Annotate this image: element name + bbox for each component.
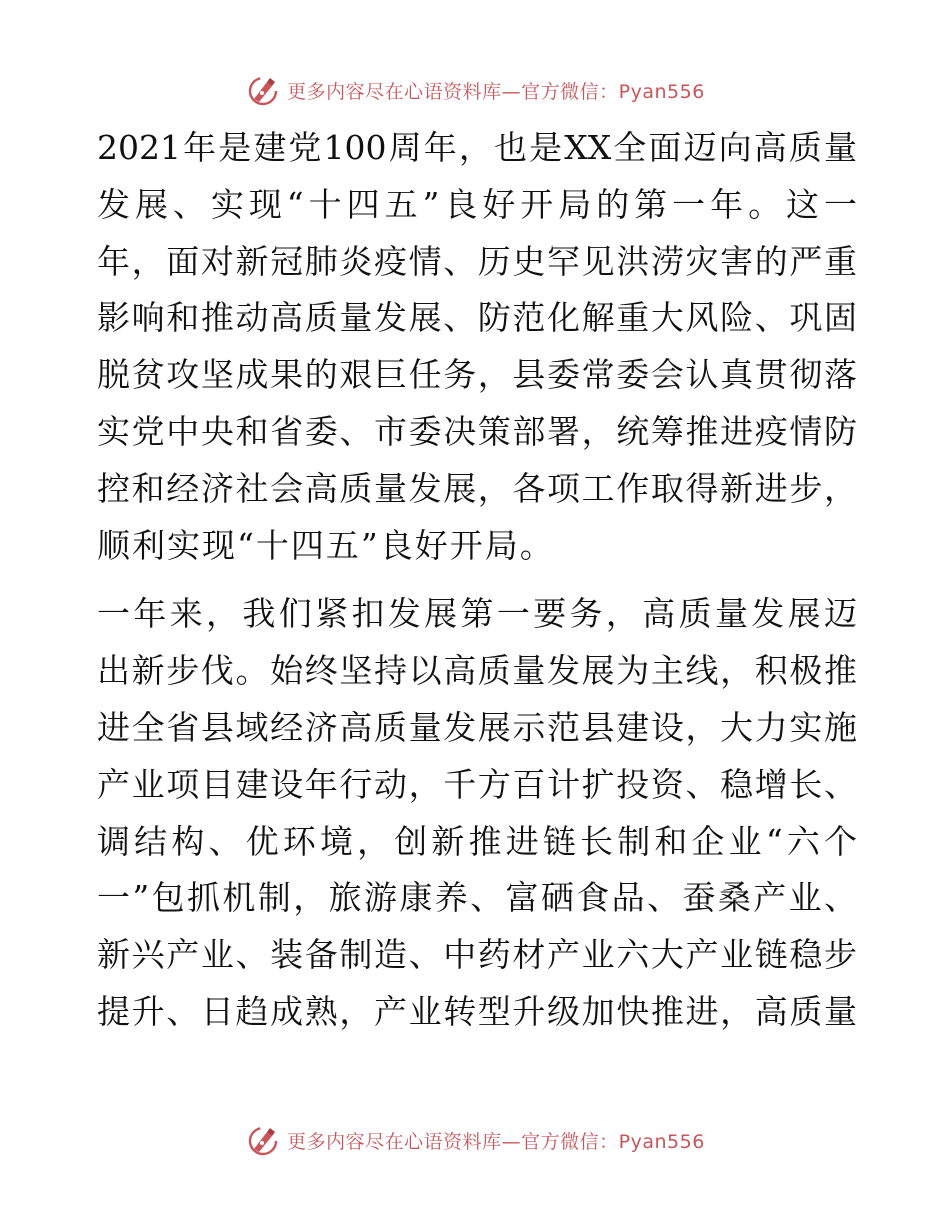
text-line: 影响和推动高质量发展、防范化解重大风险、巩固 bbox=[97, 298, 857, 338]
text-line: 产业项目建设年行动，千方百计扩投资、稳增长、 bbox=[97, 764, 857, 804]
watermark-text: 更多内容尽在心语资料库—官方微信：Pyan556 bbox=[287, 1130, 705, 1153]
text-line: 控和经济社会高质量发展，各项工作取得新进步， bbox=[97, 468, 857, 508]
text-line: 脱贫攻坚成果的艰巨任务，县委常委会认真贯彻落 bbox=[97, 355, 857, 395]
pen-nib-swirl-icon bbox=[245, 1122, 281, 1158]
text-line: 进全省县域经济高质量发展示范县建设，大力实施 bbox=[97, 707, 857, 747]
paragraph-1 bbox=[97, 120, 857, 574]
header-watermark-banner bbox=[0, 70, 950, 110]
text-line: 出新步伐。始终坚持以高质量发展为主线，积极推 bbox=[97, 651, 857, 691]
text-line: 实党中央和省委、市委决策部署，统筹推进疫情防 bbox=[97, 411, 857, 451]
document-body bbox=[97, 120, 857, 1053]
watermark-text: 更多内容尽在心语资料库—官方微信：Pyan556 bbox=[287, 80, 705, 103]
text-line: 一”包抓机制，旅游康养、富硒食品、蚕桑产业、 bbox=[97, 878, 857, 918]
text-line: 年，面对新冠肺炎疫情、历史罕见洪涝灾害的严重 bbox=[97, 241, 857, 281]
text-line: 提升、日趋成熟，产业转型升级加快推进，高质量 bbox=[97, 991, 857, 1031]
pen-nib-swirl-icon bbox=[245, 72, 281, 108]
text-line: 调结构、优环境，创新推进链长制和企业“六个 bbox=[97, 821, 857, 861]
text-line: 一年来，我们紧扣发展第一要务，高质量发展迈 bbox=[97, 594, 857, 634]
text-line: 发展、实现“十四五”良好开局的第一年。这一 bbox=[97, 184, 857, 224]
paragraph-2 bbox=[97, 586, 857, 1040]
text-line: 2021年是建党100周年，也是XX全面迈向高质量 bbox=[97, 128, 857, 167]
text-line: 新兴产业、装备制造、中药材产业六大产业链稳步 bbox=[97, 935, 857, 975]
text-line: 顺利实现“十四五”良好开局。 bbox=[97, 525, 555, 565]
footer-watermark-banner bbox=[0, 1120, 950, 1160]
